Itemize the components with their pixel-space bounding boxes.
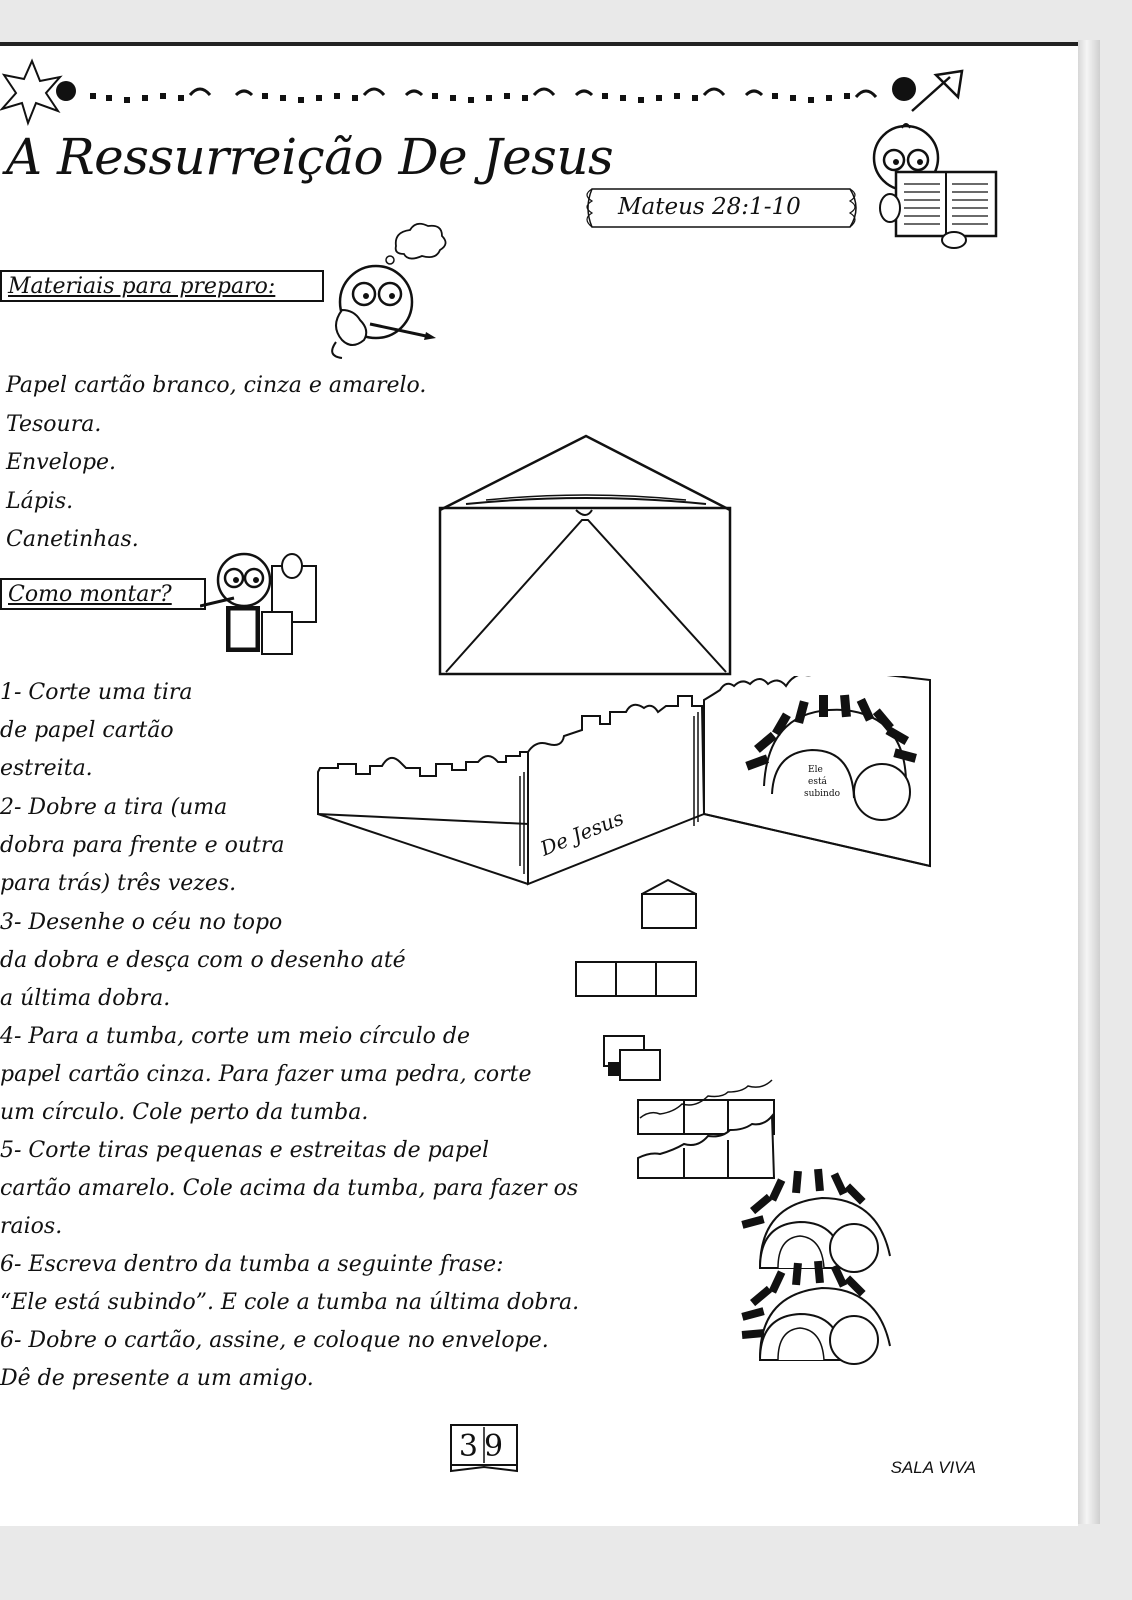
instruction-line: papel cartão cinza. Para fazer uma pedra, corte bbox=[0, 1062, 532, 1087]
instruction-line: raios. bbox=[0, 1214, 63, 1239]
reading-mascot-illustration bbox=[862, 112, 1002, 252]
instruction-line: da dobra e desça com o desenho até bbox=[0, 948, 406, 973]
materials-list bbox=[6, 367, 426, 560]
page-number-badge bbox=[448, 1423, 520, 1473]
decorative-border bbox=[0, 55, 980, 135]
material-item: Tesoura. bbox=[6, 411, 102, 437]
instruction-line: um círculo. Cole perto da tumba. bbox=[0, 1100, 369, 1125]
material-item: Envelope. bbox=[6, 450, 117, 475]
instruction-line: 6- Escreva dentro da tumba a seguinte frase: bbox=[0, 1252, 504, 1277]
step-diagrams-illustration bbox=[560, 878, 900, 1378]
material-item: Papel cartão branco, cinza e amarelo. bbox=[6, 373, 427, 398]
arrow-icon bbox=[912, 71, 962, 111]
star-icon bbox=[2, 61, 60, 123]
tomb-text-line-1: Ele bbox=[808, 765, 823, 775]
instruction-line: para trás) três vezes. bbox=[0, 871, 237, 896]
tomb-text-line-3: subindo bbox=[804, 789, 841, 799]
page-number: 39 bbox=[458, 1429, 510, 1464]
instruction-line: 1- Corte uma tira bbox=[0, 680, 193, 705]
materials-heading: Materiais para preparo: bbox=[0, 270, 324, 302]
instruction-line: “Ele está subindo”. E cole a tumba na última dobra. bbox=[0, 1290, 580, 1315]
instruction-line: cartão amarelo. Cole acima da tumba, para fazer os bbox=[0, 1176, 579, 1201]
material-item: Canetinhas. bbox=[6, 527, 139, 552]
folded-card-illustration bbox=[310, 676, 960, 906]
bible-reference: Mateus 28:1-10 bbox=[618, 194, 801, 220]
apple-icon-right bbox=[892, 77, 916, 101]
instruction-line: 4- Para a tumba, corte um meio círculo de bbox=[0, 1024, 471, 1049]
thinking-mascot-illustration bbox=[326, 222, 456, 372]
instruction-line: estreita. bbox=[0, 756, 93, 781]
instruction-line: a última dobra. bbox=[0, 986, 171, 1011]
instruction-line: 3- Desenhe o céu no topo bbox=[0, 910, 283, 935]
apple-icon-left bbox=[56, 81, 76, 101]
footer-brand: SALA VIVA bbox=[890, 1458, 976, 1477]
dotted-vine bbox=[90, 89, 876, 103]
envelope-illustration bbox=[436, 432, 736, 682]
instructions-heading: Como montar? bbox=[0, 578, 206, 610]
page-title: A Ressurreição De Jesus bbox=[6, 128, 614, 186]
instruction-line: 6- Dobre o cartão, assine, e coloque no envelope. bbox=[0, 1328, 549, 1353]
instruction-line: de papel cartão bbox=[0, 718, 174, 743]
material-item: Lápis. bbox=[6, 488, 74, 514]
tomb-text-line-2: está bbox=[808, 777, 827, 787]
wall-text: De Jesus bbox=[536, 805, 628, 861]
bible-reference-banner bbox=[578, 183, 868, 233]
instruction-line: Dê de presente a um amigo. bbox=[0, 1366, 314, 1391]
page-edge bbox=[1078, 40, 1100, 1524]
book-mascot-illustration bbox=[200, 540, 320, 670]
instruction-line: dobra para frente e outra bbox=[0, 833, 285, 858]
instruction-line: 2- Dobre a tira (uma bbox=[0, 795, 228, 820]
instruction-line: 5- Corte tiras pequenas e estreitas de papel bbox=[0, 1138, 490, 1163]
